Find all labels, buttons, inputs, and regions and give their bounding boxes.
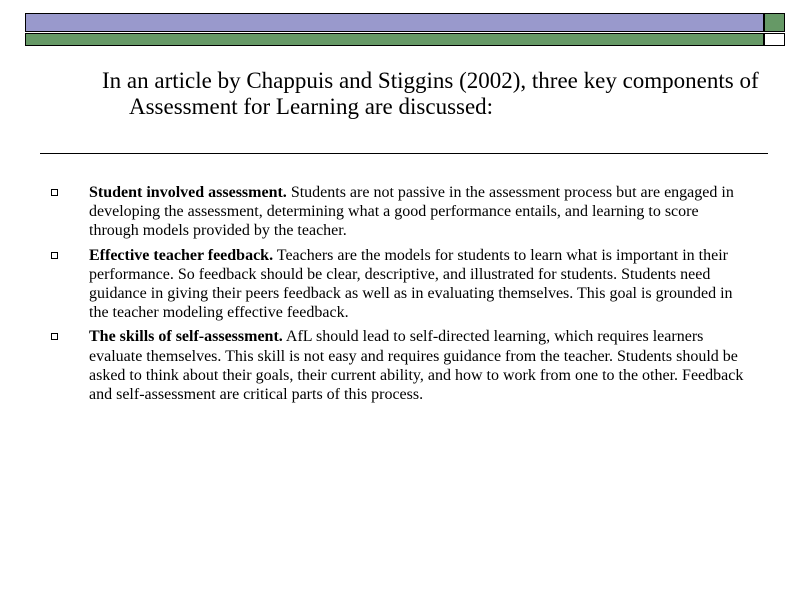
title-divider (40, 153, 768, 154)
slide-title: In an article by Chappuis and Stiggins (2002), three key components of Assessment for Learning are discussed: (102, 68, 759, 119)
bullet-lead: Student involved assessment. (89, 184, 287, 201)
bullet-list (50, 183, 750, 409)
bullet-text: AfL should lead to self-directed learning, which requires learners evaluate themselves. This skill is not easy and requires guidance from the teacher. Students should be asked to think about their goals, their current ability, and how to work from one to the other. Feedback and self-assessment are critical parts of this process. (89, 328, 744, 404)
header-square-green (764, 13, 785, 32)
header-bar-green (25, 33, 764, 46)
square-bullet-icon (51, 252, 58, 259)
header-square-white (764, 33, 785, 46)
bullet-lead: The skills of self-assessment. (89, 328, 283, 346)
bullet-text: Students are not passive in the assessment process but are engaged in developing the assessment, determining what a good performance entails, and learning to score through models provided by the teacher. (89, 184, 734, 240)
bullet-item-student-involved (50, 183, 750, 241)
bullet-text: Teachers are the models for students to learn what is important in their performance. So feedback should be clear, descriptive, and illustrated for students. Students need guidance in giving their peers feedback as well as in evaluating themselves. This goal is grounded in the teacher modeling effective feedback. (89, 246, 733, 322)
bullet-item-teacher-feedback (50, 246, 750, 323)
bullet-lead: Effective teacher feedback. (89, 246, 274, 264)
header-bar-purple (25, 13, 764, 32)
square-bullet-icon (51, 333, 58, 340)
square-bullet-icon (51, 189, 58, 196)
bullet-item-self-assessment (50, 327, 750, 404)
